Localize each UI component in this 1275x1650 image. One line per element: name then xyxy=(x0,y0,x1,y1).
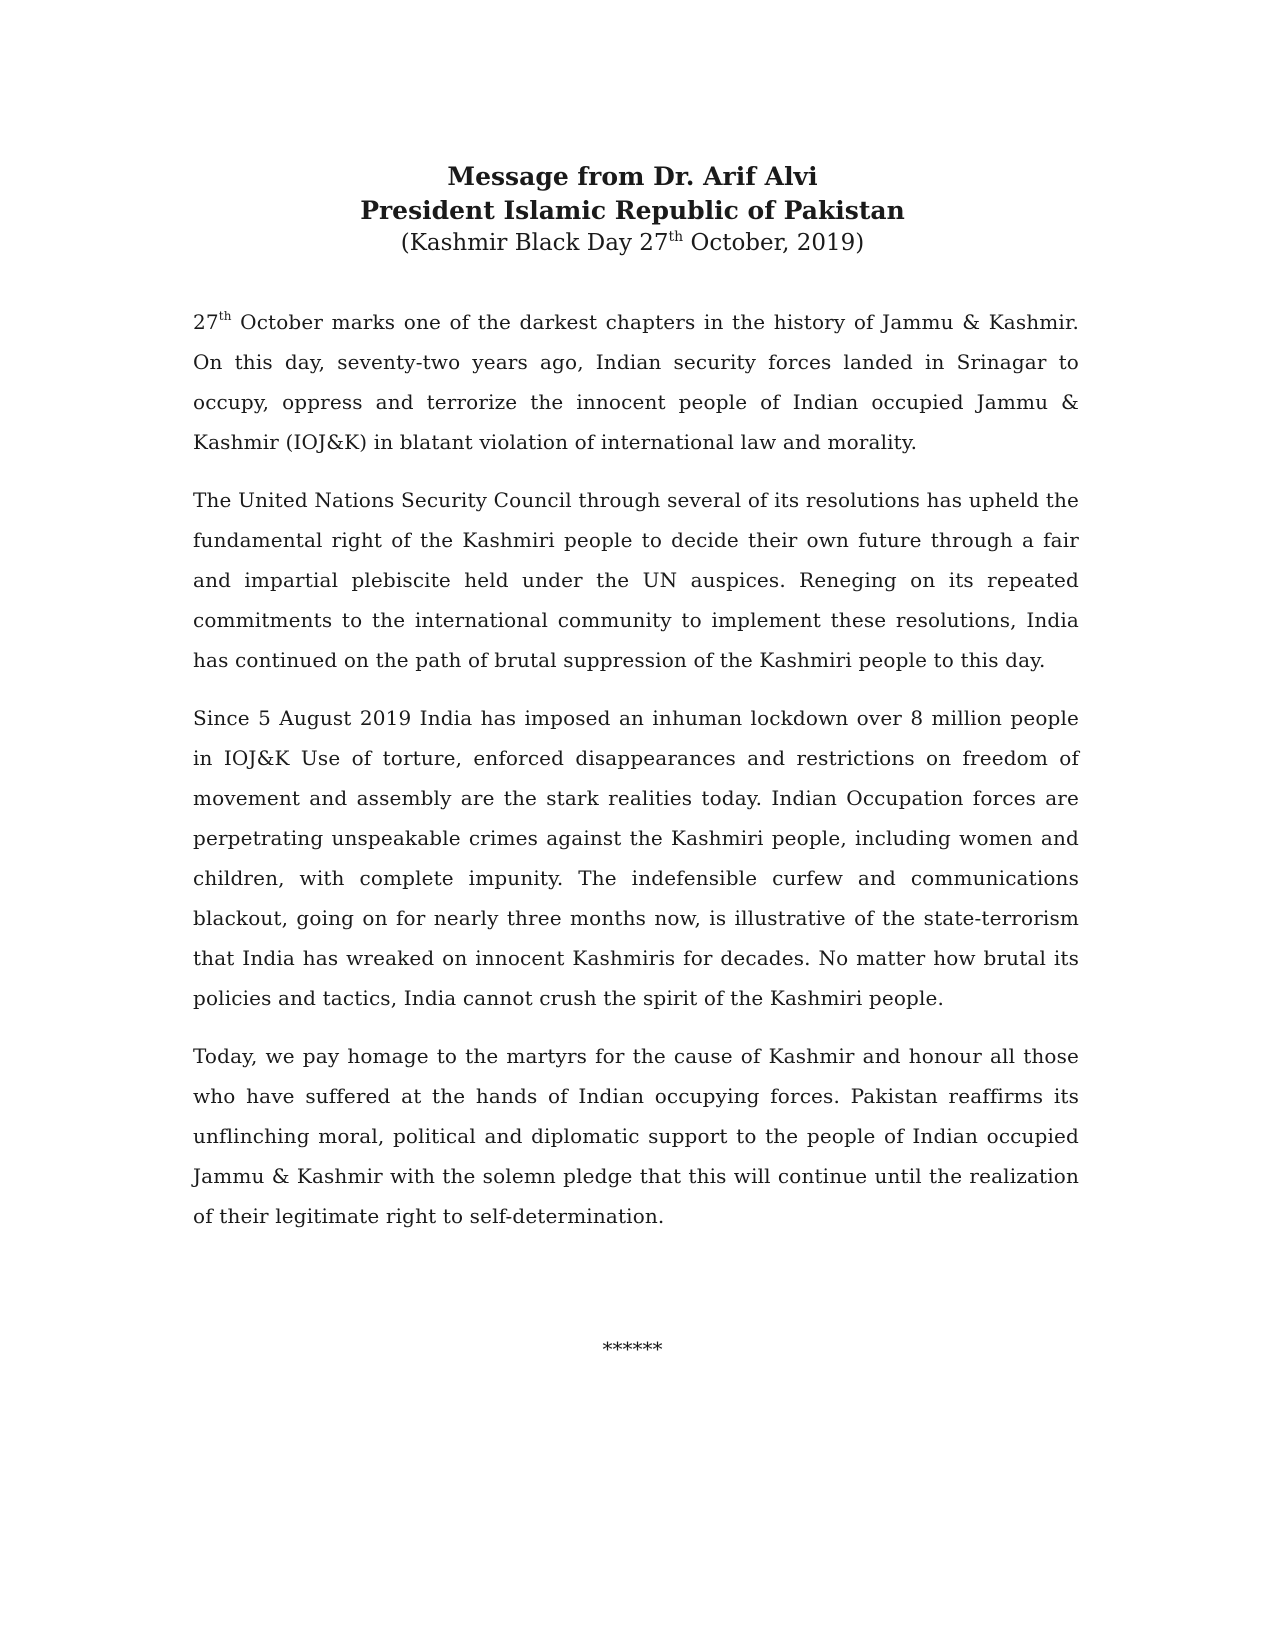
title-line-2: President Islamic Republic of Pakistan xyxy=(360,196,905,225)
paragraph-1-text: October marks one of the darkest chapters in the history of Jammu & Kashmir. On this day, seventy-two years ago, Indian security forces landed in Srinagar to occupy, oppress and terrorize the innocent people of Indian occupied Jammu & Kashmir (IOJ&K) in blatant violation of international law and morality. xyxy=(193,310,1079,454)
subtitle-suffix: October, 2019) xyxy=(683,230,865,256)
paragraph-1 xyxy=(193,302,1079,462)
subtitle-prefix: (Kashmir Black Day 27 xyxy=(400,230,669,256)
paragraph-2: The United Nations Security Council through several of its resolutions has upheld the fundamental right of the Kashmiri people to decide their own future through a fair and impartial plebiscite held under the UN auspices. Reneging on its repeated commitments to the international community to implement these resolutions, India has continued on the path of brutal suppression of the Kashmiri people to this day. xyxy=(193,488,1079,672)
end-separator: ****** xyxy=(602,1337,663,1361)
title-line-1: Message from Dr. Arif Alvi xyxy=(447,162,818,191)
paragraph-4: Today, we pay homage to the martyrs for the cause of Kashmir and honour all those who have suffered at the hands of Indian occupying forces. Pakistan reaffirms its unflinching moral, political and diplomatic support to the people of Indian occupied Jammu & Kashmir with the solemn pledge that this will continue until the realization of their legitimate right to self-determination. xyxy=(193,1044,1079,1228)
paragraph-3: Since 5 August 2019 India has imposed an inhuman lockdown over 8 million people in IOJ&K Use of torture, enforced disappearances and restrictions on freedom of movement and assembly are the stark realities today. Indian Occupation forces are perpetrating unspeakable crimes against the Kashmiri people, including women and children, with complete impunity. The indefensible curfew and communications blackout, going on for nearly three months now, is illustrative of the state-terrorism that India has wreaked on innocent Kashmiris for decades. No matter how brutal its policies and tactics, India cannot crush the spirit of the Kashmiri people. xyxy=(193,706,1079,1010)
paragraph-1-superscript: th xyxy=(218,309,232,323)
document-header xyxy=(185,160,1080,258)
document-body xyxy=(193,302,1079,1254)
paragraph-1-prefix: 27 xyxy=(193,310,219,334)
subtitle xyxy=(185,228,1080,258)
subtitle-superscript: th xyxy=(668,229,684,245)
